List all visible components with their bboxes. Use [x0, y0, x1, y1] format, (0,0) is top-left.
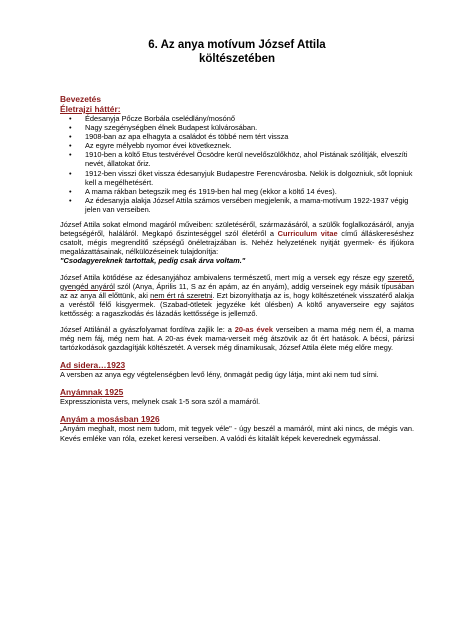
page-title: [60, 38, 414, 66]
paragraph-curriculum: [60, 220, 414, 265]
p3-text-a: József Attilánál a gyászfolyamat fordítva zajlik le: a: [60, 324, 235, 334]
section-text: „Anyám meghalt, most nem tudom, mit tegyek véle" - úgy beszél a mamáról, mint aki nincs, de mégis van. Kevés emléke van róla, ezeket keresi verseiben. A valódi és kitalált képek keverednek egymással.: [60, 424, 414, 443]
section-heading: Ad sidera…1923: [60, 360, 126, 371]
section-heading: Anyám a mosásban 1926: [60, 414, 160, 425]
p1-text-c: című álláskereséshez csatolt, mégis megrendítő szépségű önéletrajzában is. Nehéz helyzetének nyitját gyermek- és ifjúkora megalázattásainak, nélkülözéseinek tulajdonítja:: [60, 229, 414, 257]
quote: "Csodagyereknek tartottak, pedig csak árva voltam.": [60, 256, 246, 266]
bio-item: • 1908-ban az apa elhagyta a családot és többé nem tért vissza: [60, 132, 414, 141]
section-text: A versben az anya egy végtelenségben levő lény, önmagát pedig úgy látja, mint aki nem tud sírni.: [60, 370, 379, 380]
bio-item: • 1912-ben visszi őket vissza édesanyjuk Budapestre Ferencvárosba. Nekik is dolgozniuk, sőt lopniuk kell a megélhetésért.: [60, 169, 414, 187]
no-time-to-love-highlight: nem ért rá szeretni: [150, 290, 213, 300]
section-text: Expresszionista vers, melynek csak 1-5 sora szól a mamáról.: [60, 397, 261, 407]
intro-heading: Bevezetés: [60, 94, 101, 104]
bio-item: • Az egyre mélyebb nyomor évei következnek.: [60, 141, 414, 150]
title-line-1: 6. Az anya motívum József Attila: [148, 39, 326, 51]
bio-list: [60, 114, 414, 214]
gentle-mother-highlight: szerető, gyengéd anyáról: [60, 272, 414, 291]
title-line-2: költészetében: [198, 53, 276, 65]
p2-text-a: József Attila kötődése az édesanyjához ambivalens természetű, mert míg a versek egy része egy: [60, 272, 388, 282]
p2-text-e: . Ezt bizonyíthatja az is, hogy költészetének visszatérő alakja a veréstől félő kisgyermek. (Szabad-ötletek jegyzéke két ülésben) A költő anyaverseire egy sajátos kettősség: a ragaszkodás és lázadás kettőssége is jellemző.: [60, 290, 414, 318]
paragraph-mourning: [60, 325, 414, 352]
section-ad-sidera: [60, 360, 414, 379]
p2-text-c: szól (Anya, Április 11, S az én apám, az én anyám), addig verseinek egy másik típusában az az anya áll előttünk, aki: [60, 281, 414, 300]
p3-text-c: verseiben a mama még nem él, a mama még nem fáj, még nem hat. A 20-as évek mama-verseit még átszövik az őt ért hatások. A bécsi, párizsi tartózkodások gazdagítják költészetét. A versek még dinamikusak, József Attila élete még előre megy.: [60, 324, 414, 353]
section-heading: Anyámnak 1925: [60, 387, 124, 398]
curriculum-vitae-highlight: Curriculum vitae: [277, 229, 338, 239]
bio-item: • Nagy szegénységben élnek Budapest külvárosában.: [60, 123, 414, 132]
section-anyam-a-mosasban: [60, 414, 414, 442]
bio-item: • Édesanyja Pőcze Borbála cselédlány/mosónő: [60, 114, 414, 123]
section-anyamnak: [60, 387, 414, 406]
bio-item: • A mama rákban betegszik meg és 1919-ben hal meg (ekkor a költő 14 éves).: [60, 187, 414, 196]
twenties-highlight: 20-as évek: [234, 324, 273, 334]
bio-item: • Az édesanyja alakja József Attila számos versében megjelenik, a mama-motívum 1922-1937 végig jelen van verseiben.: [60, 196, 414, 214]
bio-heading: Életrajzi háttér:: [60, 104, 121, 114]
p1-text-a: József Attila sokat elmond magáról műveiben: születéséről, származásáról, a szülők foglalkozásáról, anyja betegségéről, haláláról. Megkapó őszinteséggel szól életéről a: [60, 220, 414, 239]
paragraph-ambivalence: [60, 273, 414, 318]
bio-item: • 1910-ben a költő Etus testvérével Öcsödre kerül nevelőszülőkhöz, ahol Pistának szólítják, elveszíti nevét, állatokat őriz.: [60, 150, 414, 168]
